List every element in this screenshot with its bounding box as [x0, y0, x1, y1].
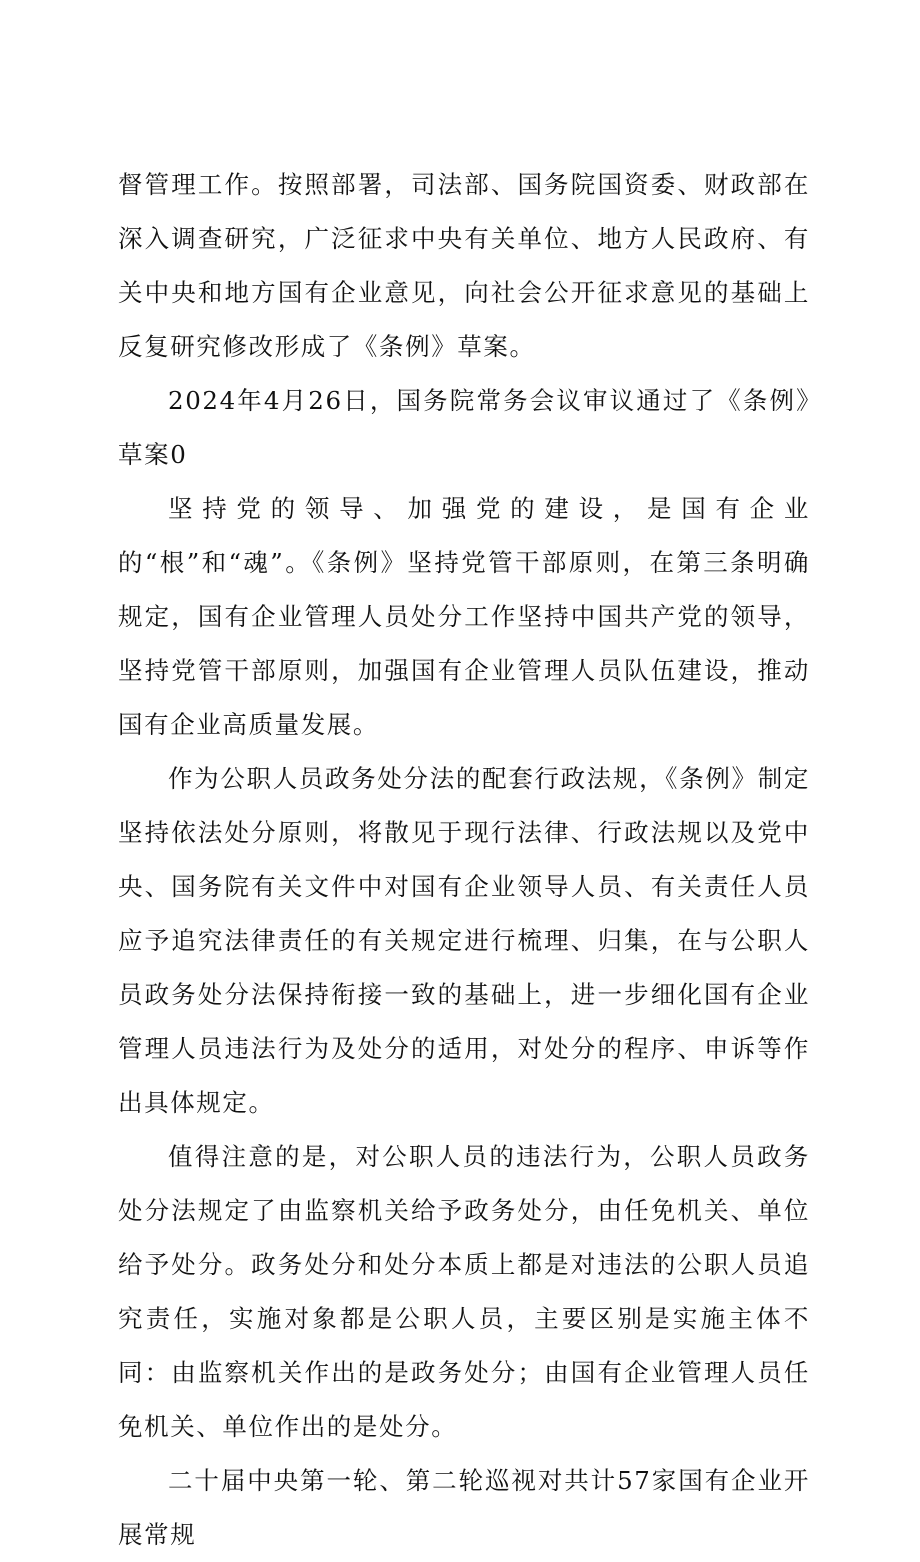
document-body [118, 158, 810, 1562]
paragraph-notable-point: 值得注意的是，对公职人员的违法行为，公职人员政务处分法规定了由监察机关给予政务处分，由任免机关、单位给予处分。政务处分和处分本质上都是对违法的公职人员追究责任，实施对象都是公职人员，主要区别是实施主体不同：由监察机关作出的是政务处分；由国有企业管理人员任免机关、单位作出的是处分。 [118, 1142, 810, 1441]
paragraph-inspection: 二十届中央第一轮、第二轮巡视对共计57家国有企业开展常规 [118, 1466, 810, 1549]
paragraph-party-leadership: 坚持党的领导、加强党的建设，是国有企业的“根”和“魂”。《条例》坚持党管干部原则，在第三条明确规定，国有企业管理人员处分工作坚持中国共产党的领导，坚持党管干部原则，加强国有企业管理人员队伍建设，推动国有企业高质量发展。 [118, 494, 810, 739]
paragraph-continuation: 督管理工作。按照部署，司法部、国务院国资委、财政部在深入调查研究，广泛征求中央有关单位、地方人民政府、有关中央和地方国有企业意见，向社会公开征求意见的基础上反复研究修改形成了《条例》草案。 [118, 170, 810, 361]
paragraph-legal-basis: 作为公职人员政务处分法的配套行政法规，《条例》制定坚持依法处分原则，将散见于现行法律、行政法规以及党中央、国务院有关文件中对国有企业领导人员、有关责任人员应予追究法律责任的有关规定进行梳理、归集，在与公职人员政务处分法保持衔接一致的基础上，进一步细化国有企业管理人员违法行为及处分的适用，对处分的程序、申诉等作出具体规定。 [118, 764, 810, 1117]
paragraph-meeting-date: 2024年4月26日，国务院常务会议审议通过了《条例》草案0 [118, 386, 810, 469]
